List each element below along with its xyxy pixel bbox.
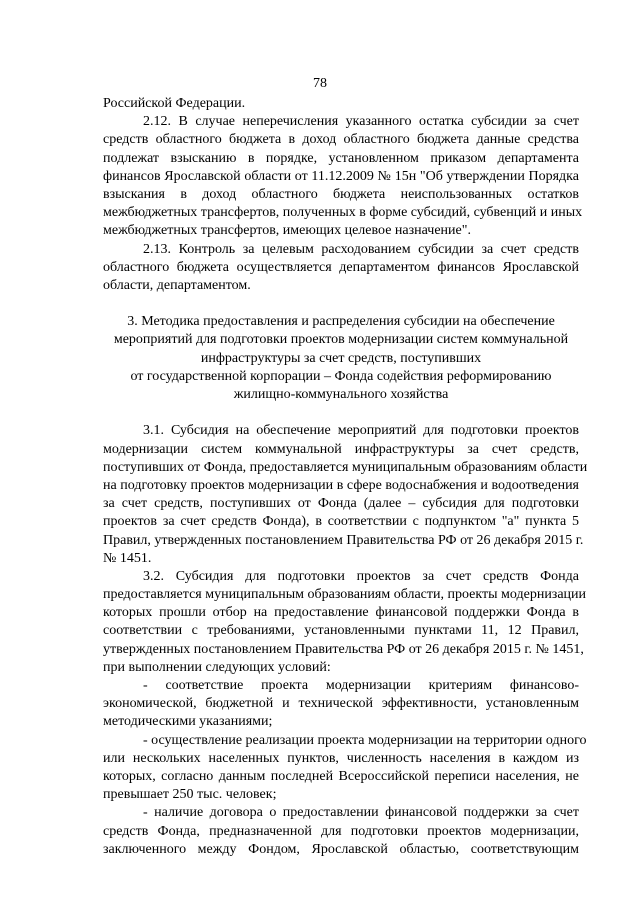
text-line: предоставляется муниципальным образованиям области, проекты модернизации [103,587,587,603]
text-line: области, департаментом. [103,277,251,293]
text-line: превышает 250 тыс. человек; [103,787,277,803]
text-line: проектов за счет средств Фонда), в соответствии с подпунктом "а" пункта 5 [103,514,579,530]
text-line: модернизации систем коммунальной инфраструктуры за счет средств, [103,441,579,457]
text-line: - наличие договора о предоставлении финансовой поддержки за счет [143,805,579,821]
text-line: которых, согласно данным последней Всероссийской переписи населения, не [103,768,579,784]
text-line: на подготовку проектов модернизации в сфере водоснабжения и водоотведения [103,477,579,493]
text-line: 3.2. Субсидия для подготовки проектов за счет средств Фонда [143,568,579,584]
text-line: средств областного бюджета в доход областного бюджета данные средства [103,132,579,148]
text-line: 2.13. Контроль за целевым расходованием субсидии за счет средств [143,241,579,257]
text-line: межбюджетных трансфертов, полученных в форме субсидий, субвенций и иных [103,205,583,221]
paragraph-3-2 [103,568,587,677]
heading-line: от государственной корпорации – Фонда содействия реформированию [130,368,552,384]
text-line: № 1451. [103,550,152,566]
condition-item-1 [103,677,579,732]
text-line: которых прошли отбор на предоставление финансовой поддержки Фонда в [103,605,579,621]
paragraph-intro-continuation [103,95,579,113]
text-line: 3.1. Субсидия на обеспечение мероприятий для подготовки проектов [143,423,579,439]
text-line: при выполнении следующих условий: [103,659,331,675]
text-line: взыскания в доход областного бюджета неиспользованных остатков [103,186,579,202]
paragraph-2-13 [103,241,579,296]
heading-line: 3. Методика предоставления и распределения субсидии на обеспечение [127,314,555,330]
text-line: - осуществление реализации проекта модернизации на территории одного [143,732,587,748]
text-line: 2.12. В случае неперечисления указанного остатка субсидии за счет [143,114,579,130]
text-line: межбюджетных трансфертов, имеющих целевое назначение". [103,223,471,239]
text-line: - соответствие проекта модернизации критериям финансово- [143,678,579,693]
paragraph-2-12 [103,113,583,240]
text-line: экономической, бюджетной и технической эффективности, установленным [103,696,579,712]
text-line: утвержденных постановлением Правительства РФ от 26 декабря 2015 г. № 1451, [103,641,584,657]
paragraph-3-1 [103,422,588,568]
blank-line [103,295,579,313]
heading-line: жилищно-коммунального хозяйства [233,387,449,402]
text-line: методическими указаниями; [103,714,273,730]
text-line: Правил, утвержденных постановлением Правительства РФ от 26 декабря 2015 г. [103,532,584,548]
text-line: финансов Ярославской области от 11.12.2009 № 15н "Об утверждении Порядка [103,168,579,184]
text-line: соответствии с требованиями, установленными пунктами 11, 12 Правил, [103,623,579,639]
condition-item-2 [103,732,587,805]
blank-line [103,404,579,422]
condition-item-3 [103,804,579,859]
text-line: средств Фонда, предназначенной для подготовки проектов модернизации, [103,823,579,839]
text-line: подлежат взысканию в порядке, установленном приказом департамента [103,150,579,166]
text-line: или нескольких населенных пунктов, численность населения в каждом из [103,750,579,766]
text-line: Российской Федерации. [103,96,246,111]
section-3-heading [103,313,579,404]
text-line: за счет средств, поступивших от Фонда (далее – субсидия для подготовки [103,496,579,512]
text-line: областного бюджета осуществляется департаментом финансов Ярославской [103,259,579,275]
text-line: поступивших от Фонда, предоставляется муниципальным образованиям области [103,459,588,475]
text-line: заключенного между Фондом, Ярославской областью, соответствующим [103,841,579,857]
heading-line: инфраструктуры за счет средств, поступивших [200,350,482,366]
document-body [103,95,588,859]
page-number: 78 [313,76,327,91]
heading-line: мероприятий для подготовки проектов модернизации систем коммунальной [113,332,569,348]
